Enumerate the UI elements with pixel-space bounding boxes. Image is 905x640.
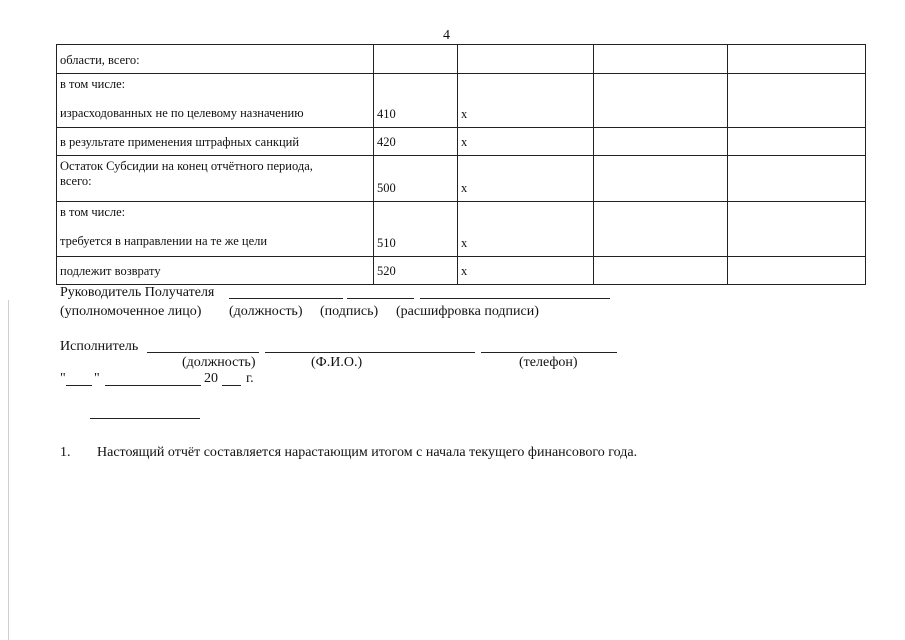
- row-label-cell: [57, 74, 374, 128]
- row-x: х: [458, 128, 594, 156]
- date-year-line: [222, 385, 241, 386]
- row-code: 520: [374, 257, 458, 285]
- executor-label: Исполнитель: [60, 339, 139, 354]
- caption-position: (должность): [229, 304, 303, 319]
- row-x: х: [458, 74, 594, 128]
- row-code: [374, 45, 458, 74]
- empty-cell: [594, 156, 728, 202]
- table-row: [57, 74, 866, 128]
- empty-cell: [728, 128, 866, 156]
- page-number: 4: [443, 28, 450, 43]
- row-label: требуется в направлении на те же цели: [60, 234, 268, 248]
- executor-phone-line: [481, 352, 617, 353]
- row-label: в результате применения штрафных санкций: [57, 128, 374, 156]
- empty-cell: [728, 257, 866, 285]
- row-code: 420: [374, 128, 458, 156]
- date-month-line: [105, 385, 201, 386]
- head-label: Руководитель Получателя: [60, 285, 215, 300]
- row-label: всего:: [60, 174, 92, 188]
- empty-cell: [728, 74, 866, 128]
- head-position-line: [229, 298, 343, 299]
- row-x: х: [458, 202, 594, 257]
- date-quote-open: ": [60, 371, 66, 386]
- row-label: подлежит возврату: [57, 257, 374, 285]
- row-code: 500: [374, 156, 458, 202]
- empty-cell: [594, 202, 728, 257]
- caption-decoding: (расшифровка подписи): [396, 304, 539, 319]
- head-decoding-line: [420, 298, 610, 299]
- row-label-cell: [57, 156, 374, 202]
- date-year-suffix: г.: [246, 371, 254, 386]
- empty-cell: [594, 257, 728, 285]
- executor-position-line: [147, 352, 259, 353]
- table-row: [57, 156, 866, 202]
- empty-cell: [594, 74, 728, 128]
- row-code: 510: [374, 202, 458, 257]
- row-x: х: [458, 257, 594, 285]
- row-x: [458, 45, 594, 74]
- table-row: [57, 45, 866, 74]
- scan-edge-line: [8, 300, 9, 640]
- footnote-text: Настоящий отчёт составляется нарастающим итогом с начала текущего финансового года.: [97, 445, 638, 460]
- empty-cell: [728, 202, 866, 257]
- empty-cell: [728, 156, 866, 202]
- date-day-line: [66, 385, 92, 386]
- table-row: [57, 202, 866, 257]
- row-label: израсходованных не по целевому назначению: [60, 106, 304, 120]
- row-label-top: в том числе:: [60, 205, 126, 219]
- table-row: [57, 128, 866, 156]
- report-table: [56, 44, 866, 285]
- caption-signature: (подпись): [320, 304, 379, 319]
- row-label-top: Остаток Субсидии на конец отчётного периода,: [60, 159, 313, 173]
- row-label-cell: [57, 202, 374, 257]
- date-year-prefix: 20: [204, 371, 218, 386]
- footnote-separator: [90, 418, 200, 419]
- executor-caption-position: (должность): [182, 355, 256, 370]
- executor-caption-fio: (Ф.И.О.): [311, 355, 363, 370]
- date-quote-close: ": [94, 371, 100, 386]
- empty-cell: [728, 45, 866, 74]
- table-row: [57, 257, 866, 285]
- row-label-top: в том числе:: [60, 77, 126, 91]
- empty-cell: [594, 45, 728, 74]
- caption-authorized: (уполномоченное лицо): [60, 304, 202, 319]
- executor-fio-line: [265, 352, 475, 353]
- empty-cell: [594, 128, 728, 156]
- row-code: 410: [374, 74, 458, 128]
- executor-caption-phone: (телефон): [519, 355, 578, 370]
- row-x: х: [458, 156, 594, 202]
- row-label: области, всего:: [57, 45, 374, 74]
- head-signature-line: [347, 298, 414, 299]
- footnote-number: 1.: [60, 445, 71, 460]
